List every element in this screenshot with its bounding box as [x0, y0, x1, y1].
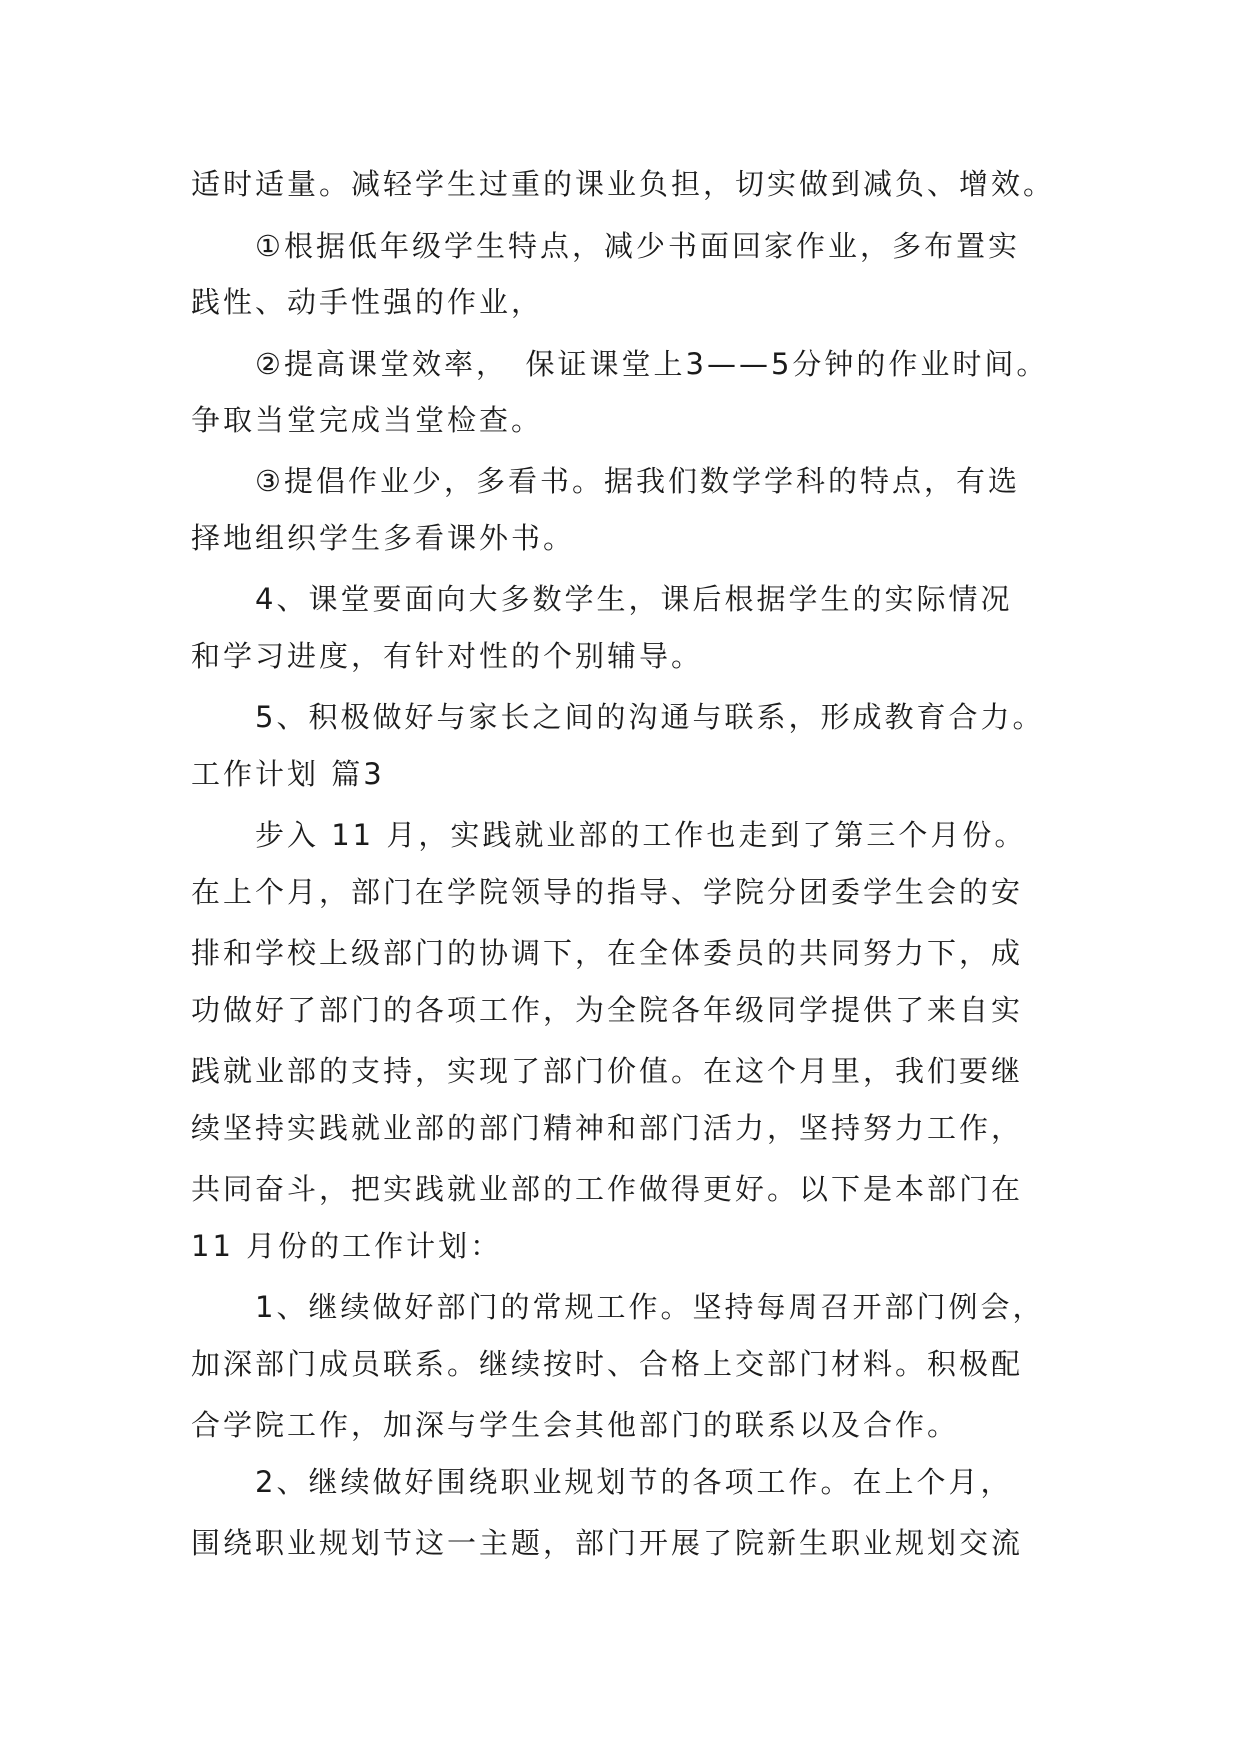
- text-line: 排和学校上级部门的协调下，在全体委员的共同努力下，成: [191, 936, 1024, 970]
- text-line: 在上个月，部门在学院领导的指导、学院分团委学生会的安: [191, 875, 1024, 909]
- list-item-line: 5、积极做好与家长之间的沟通与联系，形成教育合力。: [255, 700, 1045, 734]
- text-line: 适时适量。减轻学生过重的课业负担，切实做到减负、增效。: [191, 167, 1056, 201]
- list-item-line: ②提高课堂效率， 保证课堂上3——5分钟的作业时间。: [255, 347, 1049, 381]
- text-line: 功做好了部门的各项工作，为全院各年级同学提供了来自实: [191, 993, 1024, 1027]
- section-heading: 工作计划 篇3: [191, 757, 385, 791]
- text-line: 合学院工作，加深与学生会其他部门的联系以及合作。: [191, 1408, 960, 1442]
- list-item-line: ③提倡作业少，多看书。据我们数学学科的特点，有选: [255, 464, 1020, 498]
- list-item-line: 2、继续做好围绕职业规划节的各项工作。在上个月，: [255, 1465, 1013, 1499]
- text-line: 共同奋斗，把实践就业部的工作做得更好。以下是本部门在: [191, 1172, 1024, 1206]
- list-item-line: 4、课堂要面向大多数学生，课后根据学生的实际情况: [255, 582, 1013, 616]
- text-line: 加深部门成员联系。继续按时、合格上交部门材料。积极配: [191, 1347, 1024, 1381]
- text-line: 践性、动手性强的作业，: [191, 285, 544, 319]
- list-item-line: ①根据低年级学生特点，减少书面回家作业，多布置实: [255, 229, 1020, 263]
- text-line: 践就业部的支持，实现了部门价值。在这个月里，我们要继: [191, 1054, 1024, 1088]
- paragraph-start-line: 步入 11 月，实践就业部的工作也走到了第三个月份。: [255, 818, 1027, 852]
- list-item-line: 1、继续做好部门的常规工作。坚持每周召开部门例会，: [255, 1290, 1045, 1324]
- text-line: 和学习进度，有针对性的个别辅导。: [191, 639, 704, 673]
- text-line: 续坚持实践就业部的部门精神和部门活力，坚持努力工作，: [191, 1111, 1024, 1145]
- text-line: 争取当堂完成当堂检查。: [191, 403, 544, 437]
- text-line: 围绕职业规划节这一主题，部门开展了院新生职业规划交流: [191, 1526, 1024, 1560]
- text-line: 11 月份的工作计划：: [191, 1229, 503, 1263]
- text-line: 择地组织学生多看课外书。: [191, 521, 576, 555]
